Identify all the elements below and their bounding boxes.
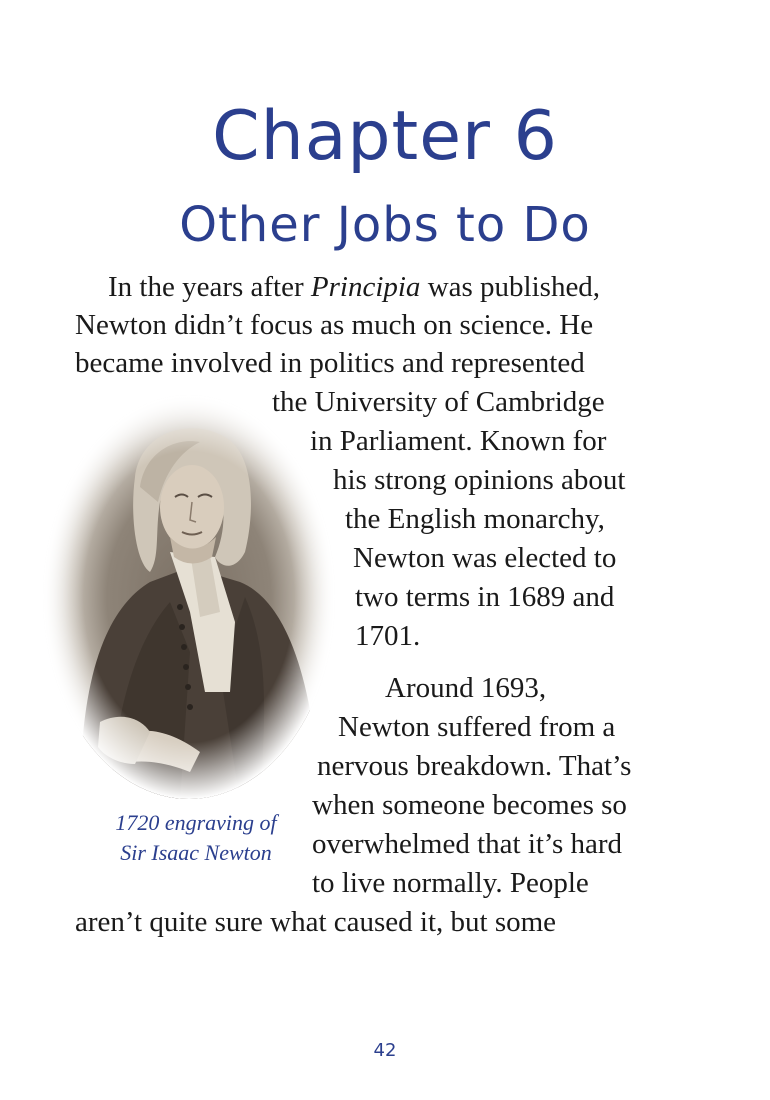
paragraph-2-line-4: when someone becomes so	[312, 789, 627, 821]
book-title-principia: Principia	[310, 271, 421, 303]
chapter-subtitle: Other Jobs to Do	[179, 197, 591, 253]
paragraph-1-line-4: the University of Cambridge	[272, 386, 605, 418]
paragraph-1-line-5: in Parliament. Known for	[310, 425, 607, 457]
paragraph-1-line-6: his strong opinions about	[333, 464, 626, 496]
paragraph-2-line-3: nervous breakdown. That’s	[317, 750, 632, 782]
text-run: In the years after	[108, 271, 311, 303]
newton-portrait-engraving	[40, 392, 338, 802]
paragraph-2-line-6: to live normally. People	[312, 867, 589, 899]
paragraph-1-line-2: Newton didn’t focus as much on science. He	[75, 309, 594, 341]
paragraph-1-line-10: 1701.	[355, 620, 421, 652]
portrait-illustration	[40, 392, 338, 802]
paragraph-2-line-2: Newton suffered from a	[338, 711, 616, 743]
paragraph-1-line-8: Newton was elected to	[353, 542, 617, 574]
image-caption-line-2: Sir Isaac Newton	[120, 840, 272, 865]
page-number: 42	[373, 1040, 397, 1061]
paragraph-1-line-3: became involved in politics and represented	[75, 347, 585, 379]
paragraph-2-line-1: Around 1693,	[385, 672, 547, 704]
paragraph-1-line-7: the English monarchy,	[345, 503, 605, 535]
paragraph-2-line-7: aren’t quite sure what caused it, but some	[75, 906, 557, 938]
paragraph-1-line-1	[108, 268, 600, 306]
paragraph-1-line-9: two terms in 1689 and	[355, 581, 615, 613]
chapter-number-title: Chapter 6	[212, 97, 558, 176]
paragraph-2-line-5: overwhelmed that it’s hard	[312, 828, 623, 860]
text-run: was published,	[420, 271, 601, 303]
image-caption-line-1: 1720 engraving of	[115, 810, 277, 835]
